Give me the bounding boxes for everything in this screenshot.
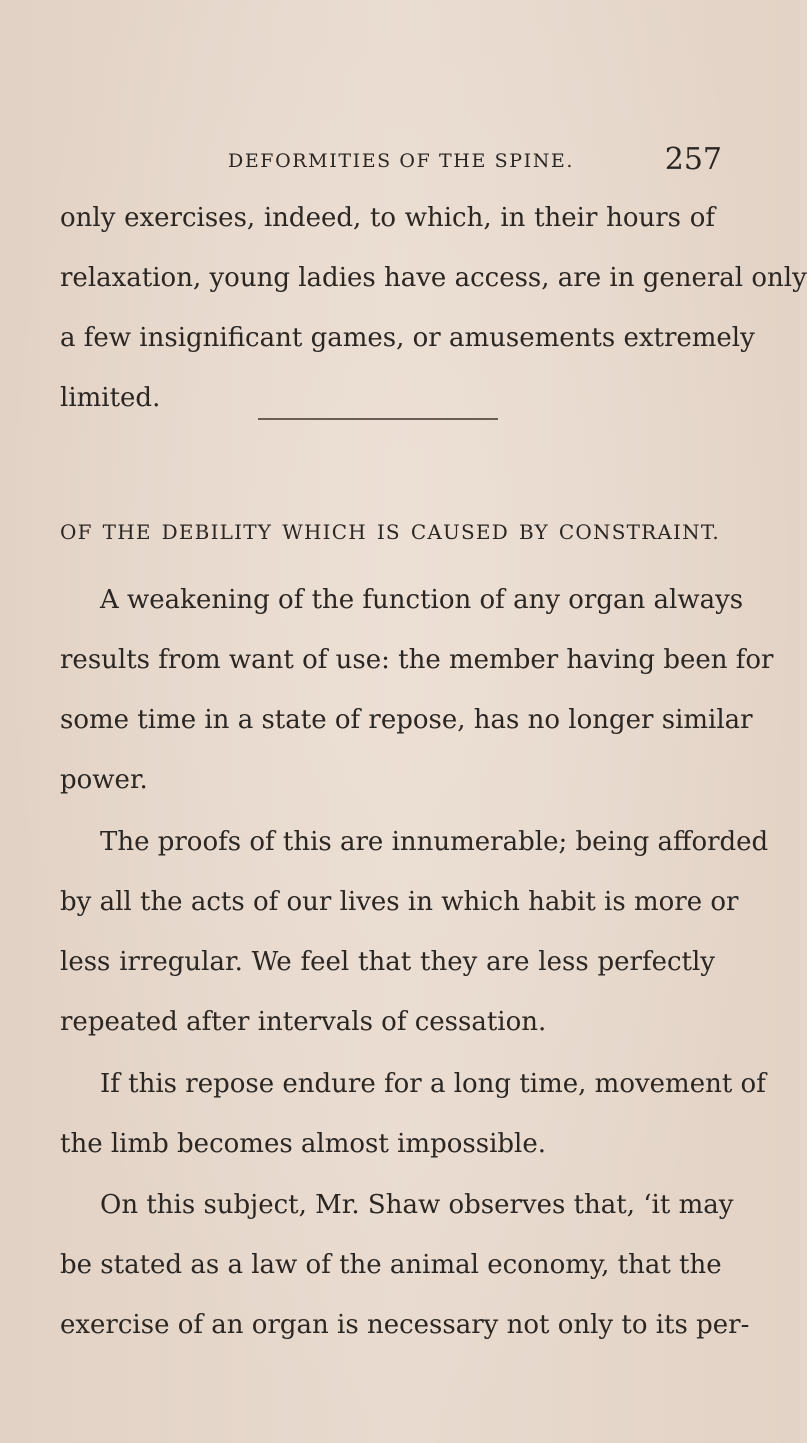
- paragraph-2: [60, 812, 769, 1052]
- text-line: less irregular. We feel that they are less perfectly: [60, 947, 715, 977]
- text-line: by all the acts of our lives in which habit is more or: [60, 887, 739, 917]
- text-line: be stated as a law of the animal economy, that the: [60, 1250, 722, 1280]
- section-heading: OF THE DEBILITY WHICH IS CAUSED BY CONSTRAINT.: [60, 520, 720, 544]
- text-line: A weakening of the function of any organ always: [100, 585, 744, 615]
- text-line: the limb becomes almost impossible.: [60, 1129, 546, 1159]
- opening-paragraph: [60, 188, 807, 428]
- text-line: The proofs of this are innumerable; being afforded: [100, 827, 769, 857]
- text-line: exercise of an organ is necessary not only to its per-: [60, 1310, 750, 1340]
- text-line: only exercises, indeed, to which, in their hours of: [60, 203, 715, 233]
- text-line: If this repose endure for a long time, movement of: [100, 1069, 766, 1099]
- text-line: some time in a state of repose, has no longer similar: [60, 705, 753, 735]
- text-line: limited.: [60, 383, 161, 413]
- text-line: power.: [60, 765, 148, 795]
- text-line: a few insignificant games, or amusements extremely: [60, 323, 755, 353]
- page-number: 257: [664, 142, 722, 177]
- text-line: relaxation, young ladies have access, are in general only: [60, 263, 807, 293]
- paragraph-4: [60, 1175, 750, 1355]
- running-title: DEFORMITIES OF THE SPINE.: [228, 150, 575, 172]
- paragraph-1: [60, 570, 774, 810]
- text-line: repeated after intervals of cessation.: [60, 1007, 547, 1037]
- text-line: On this subject, Mr. Shaw observes that, ‘it may: [100, 1190, 734, 1220]
- paragraph-3: [60, 1054, 766, 1174]
- section-divider: [258, 418, 498, 420]
- running-head: [228, 144, 722, 176]
- text-line: results from want of use: the member having been for: [60, 645, 774, 675]
